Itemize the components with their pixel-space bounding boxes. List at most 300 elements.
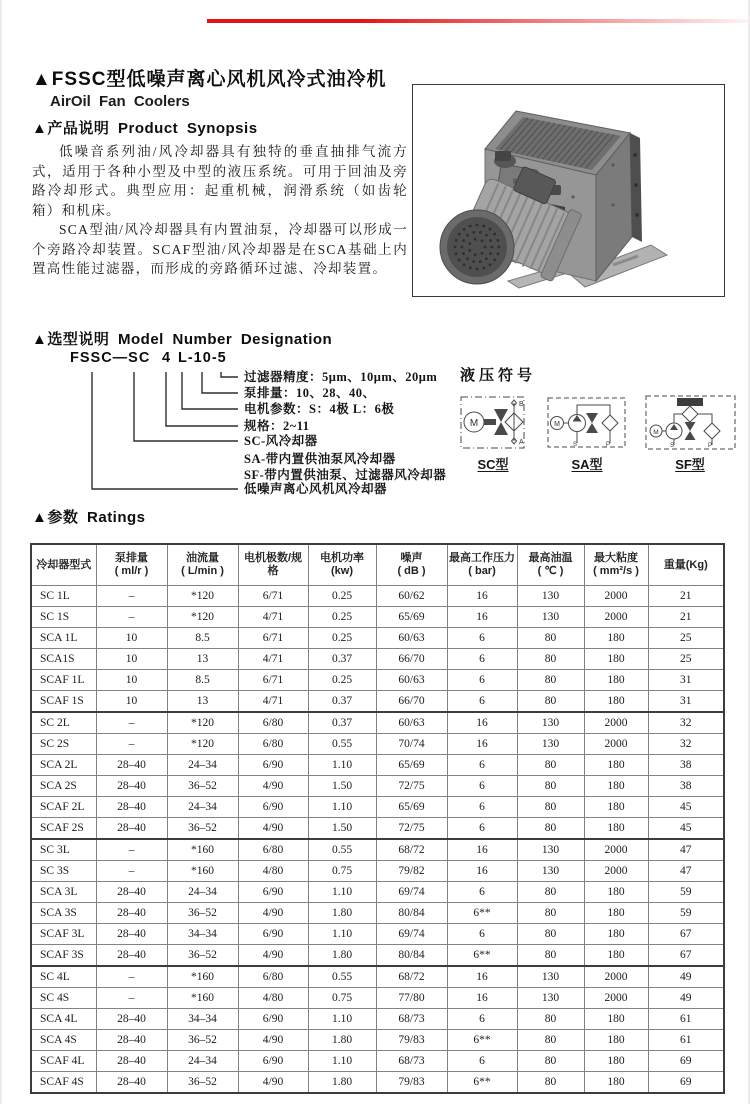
table-cell: 80 (517, 818, 584, 840)
table-cell: 1.10 (308, 924, 376, 945)
table-cell: 34–34 (167, 924, 238, 945)
table-cell: 6 (447, 1051, 517, 1072)
table-cell: 80 (517, 882, 584, 903)
table-cell: 66/70 (376, 691, 447, 713)
symbol-label-sf: SF型 (675, 457, 705, 472)
designation-label: 电机参数：S：4极 L：6极 (244, 402, 395, 416)
table-cell: 6** (447, 1030, 517, 1051)
model-cell: SC 1L (31, 586, 96, 607)
table-cell: 180 (584, 670, 648, 691)
table-cell: 28–40 (96, 1051, 167, 1072)
table-header-cell: 泵排量 ( ml/r ) (96, 544, 167, 586)
table-header-cell: 最大粘度 ( mm²/s ) (584, 544, 648, 586)
table-cell: 6/80 (238, 712, 308, 734)
table-cell: 25 (648, 649, 724, 670)
table-cell: 6** (447, 903, 517, 924)
product-photo (413, 85, 722, 294)
symbol-label-sa: SA型 (571, 457, 603, 472)
table-cell: 0.25 (308, 607, 376, 628)
table-cell: 6 (447, 818, 517, 840)
table-row (31, 1030, 724, 1051)
table-cell: 34–34 (167, 1009, 238, 1030)
table-cell: 6 (447, 1009, 517, 1030)
table-cell: 28–40 (96, 945, 167, 967)
table-cell: 16 (447, 988, 517, 1009)
table-cell: 79/82 (376, 861, 447, 882)
table-cell: 1.50 (308, 776, 376, 797)
hydraulic-symbols-heading: 液压符号 (460, 368, 537, 384)
table-row (31, 966, 724, 988)
table-cell: 10 (96, 691, 167, 713)
table-cell: 6** (447, 945, 517, 967)
table-cell: 6 (447, 797, 517, 818)
table-cell: 1.10 (308, 882, 376, 903)
table-cell: 80 (517, 1051, 584, 1072)
table-cell: – (96, 861, 167, 882)
table-cell: 49 (648, 988, 724, 1009)
model-cell: SC 3L (31, 839, 96, 861)
table-cell: 2000 (584, 607, 648, 628)
table-row (31, 945, 724, 967)
table-cell: 4/90 (238, 945, 308, 967)
table-cell: 60/63 (376, 712, 447, 734)
table-cell: 130 (517, 586, 584, 607)
table-cell: 16 (447, 712, 517, 734)
table-cell: 28–40 (96, 797, 167, 818)
table-cell: *160 (167, 839, 238, 861)
table-header-row (31, 544, 724, 586)
model-cell: SCA1S (31, 649, 96, 670)
table-cell: 6/71 (238, 586, 308, 607)
table-cell: 45 (648, 797, 724, 818)
table-cell: 80 (517, 776, 584, 797)
model-cell: SCA 1L (31, 628, 96, 649)
table-cell: 4/71 (238, 607, 308, 628)
table-cell: – (96, 712, 167, 734)
table-cell: 6/71 (238, 670, 308, 691)
table-cell: 79/83 (376, 1030, 447, 1051)
table-cell: 1.10 (308, 1051, 376, 1072)
table-cell: 65/69 (376, 607, 447, 628)
svg-text:S: S (573, 442, 578, 448)
table-cell: 16 (447, 839, 517, 861)
table-cell: – (96, 988, 167, 1009)
table-cell: 80/84 (376, 903, 447, 924)
table-cell: 6 (447, 670, 517, 691)
table-cell: 28–40 (96, 903, 167, 924)
model-cell: SCAF 3S (31, 945, 96, 967)
table-cell: 130 (517, 734, 584, 755)
table-cell: 13 (167, 691, 238, 713)
table-cell: 80 (517, 1030, 584, 1051)
table-cell: 59 (648, 882, 724, 903)
table-cell: 28–40 (96, 1009, 167, 1030)
table-cell: 68/73 (376, 1051, 447, 1072)
table-cell: 4/80 (238, 861, 308, 882)
table-cell: 47 (648, 861, 724, 882)
table-cell: 59 (648, 903, 724, 924)
table-cell: 130 (517, 966, 584, 988)
table-cell: 2000 (584, 988, 648, 1009)
table-row (31, 755, 724, 776)
table-header-cell: 冷却器型式 (31, 544, 96, 586)
table-cell: 61 (648, 1030, 724, 1051)
table-cell: 68/73 (376, 1009, 447, 1030)
table-cell: *120 (167, 607, 238, 628)
table-header-cell: 噪声 ( dB ) (376, 544, 447, 586)
model-cell: SC 2S (31, 734, 96, 755)
table-cell: 6 (447, 649, 517, 670)
synopsis-paragraph: 低噪音系列油/风冷却器具有独特的垂直抽排气流方式，适用于各种小型及中型的液压系统。可用于回油及旁路冷却形式。典型应用：起重机械，润滑系统（如齿轮箱）和机床。 (32, 144, 408, 218)
mounting-strip (630, 133, 642, 242)
table-cell: 0.25 (308, 628, 376, 649)
table-cell: 180 (584, 797, 648, 818)
table-header-cell: 油流量 ( L/min ) (167, 544, 238, 586)
table-cell: 69 (648, 1072, 724, 1094)
section-heading-designation: ▲选型说明 Model Number Designation (32, 331, 333, 348)
table-row (31, 712, 724, 734)
table-cell: 0.75 (308, 988, 376, 1009)
table-cell: 1.80 (308, 903, 376, 924)
table-cell: 6/80 (238, 966, 308, 988)
model-cell: SCA 4S (31, 1030, 96, 1051)
table-cell: 10 (96, 670, 167, 691)
table-cell: 1.10 (308, 755, 376, 776)
table-cell: 28–40 (96, 1030, 167, 1051)
table-cell: 6 (447, 691, 517, 713)
table-cell: 180 (584, 818, 648, 840)
table-header-cell: 电机极数/规格 (238, 544, 308, 586)
table-cell: 21 (648, 586, 724, 607)
table-cell: 28–40 (96, 776, 167, 797)
table-cell: 61 (648, 1009, 724, 1030)
section-heading-ratings: ▲参数 Ratings (32, 509, 146, 526)
model-cell: SCAF 4S (31, 1072, 96, 1094)
table-cell: 6/90 (238, 1051, 308, 1072)
table-cell: 24–34 (167, 882, 238, 903)
motor-fan-cap (440, 210, 514, 284)
table-cell: 6/90 (238, 1009, 308, 1030)
table-cell: *160 (167, 966, 238, 988)
table-cell: 45 (648, 818, 724, 840)
table-cell: 180 (584, 649, 648, 670)
model-code-prefix: FSSC—SC (70, 350, 151, 366)
table-cell: 79/83 (376, 1072, 447, 1094)
table-cell: 13 (167, 649, 238, 670)
table-row (31, 797, 724, 818)
table-cell: 36–52 (167, 776, 238, 797)
table-cell: 60/62 (376, 586, 447, 607)
table-cell: 16 (447, 734, 517, 755)
table-cell: 180 (584, 1051, 648, 1072)
table-row (31, 586, 724, 607)
table-cell: 4/90 (238, 776, 308, 797)
model-cell: SCA 2L (31, 755, 96, 776)
table-cell: 36–52 (167, 945, 238, 967)
table-header-cell: 电机功率 (kw) (308, 544, 376, 586)
model-cell: SCA 4L (31, 1009, 96, 1030)
table-header-cell: 最高工作压力 ( bar) (447, 544, 517, 586)
table-row (31, 670, 724, 691)
svg-text:P: P (606, 442, 611, 448)
table-cell: 24–34 (167, 797, 238, 818)
table-cell: 6/80 (238, 839, 308, 861)
table-cell: 1.50 (308, 818, 376, 840)
table-row (31, 607, 724, 628)
symbol-label-sc: SC型 (477, 457, 509, 472)
table-cell: 6 (447, 882, 517, 903)
table-cell: 68/72 (376, 839, 447, 861)
model-cell: SC 2L (31, 712, 96, 734)
table-cell: 1.10 (308, 1009, 376, 1030)
table-cell: *160 (167, 861, 238, 882)
designation-label: 过滤器精度：5μm、10μm、20μm (244, 370, 438, 384)
table-cell: 36–52 (167, 818, 238, 840)
table-cell: 130 (517, 712, 584, 734)
table-cell: 28–40 (96, 924, 167, 945)
table-cell: 36–52 (167, 1030, 238, 1051)
table-cell: – (96, 839, 167, 861)
table-cell: 24–34 (167, 755, 238, 776)
table-cell: 4/71 (238, 649, 308, 670)
model-cell: SCAF 1S (31, 691, 96, 713)
table-cell: 0.55 (308, 966, 376, 988)
table-cell: 8.5 (167, 670, 238, 691)
table-cell: 16 (447, 861, 517, 882)
table-cell: 4/71 (238, 691, 308, 713)
model-cell: SC 1S (31, 607, 96, 628)
table-cell: 6 (447, 628, 517, 649)
table-cell: *120 (167, 712, 238, 734)
table-row (31, 861, 724, 882)
table-cell: 28–40 (96, 818, 167, 840)
table-row (31, 628, 724, 649)
table-cell: 80 (517, 903, 584, 924)
table-cell: 0.37 (308, 712, 376, 734)
table-cell: 80 (517, 1072, 584, 1094)
table-cell: 36–52 (167, 903, 238, 924)
accent-rule (207, 19, 750, 23)
table-cell: 2000 (584, 839, 648, 861)
svg-text:B: B (519, 401, 524, 408)
table-row (31, 839, 724, 861)
table-cell: 16 (447, 586, 517, 607)
table-cell: 28–40 (96, 1072, 167, 1094)
table-cell: 2000 (584, 966, 648, 988)
table-cell: 130 (517, 839, 584, 861)
table-header-cell: 重量(Kg) (648, 544, 724, 586)
model-cell: SCAF 1L (31, 670, 96, 691)
table-cell: 180 (584, 924, 648, 945)
table-cell: 47 (648, 839, 724, 861)
model-cell: SCAF 2S (31, 818, 96, 840)
model-code-suffix: L-10-5 (178, 350, 227, 366)
hydraulic-symbol-sc-icon (457, 394, 529, 452)
designation-label: 规格：2~11 (244, 419, 310, 433)
model-cell: SCA 3L (31, 882, 96, 903)
table-cell: 31 (648, 670, 724, 691)
table-cell: 4/90 (238, 818, 308, 840)
table-cell: 130 (517, 861, 584, 882)
table-cell: 6 (447, 755, 517, 776)
table-cell: 80 (517, 797, 584, 818)
table-cell: 36–52 (167, 1072, 238, 1094)
model-cell: SC 4S (31, 988, 96, 1009)
designation-label: 低噪声离心风机风冷却器 (244, 482, 388, 496)
table-cell: 6/90 (238, 924, 308, 945)
svg-text:S: S (670, 443, 675, 449)
table-cell: *120 (167, 734, 238, 755)
table-cell: 69 (648, 1051, 724, 1072)
table-cell: – (96, 586, 167, 607)
table-row (31, 882, 724, 903)
table-cell: 0.37 (308, 649, 376, 670)
table-row (31, 734, 724, 755)
table-cell: 180 (584, 1030, 648, 1051)
table-row (31, 903, 724, 924)
table-cell: 80 (517, 755, 584, 776)
table-cell: 67 (648, 924, 724, 945)
table-cell: 70/74 (376, 734, 447, 755)
table-cell: 0.25 (308, 586, 376, 607)
table-cell: 4/90 (238, 1072, 308, 1094)
table-cell: 180 (584, 882, 648, 903)
table-cell: 21 (648, 607, 724, 628)
table-cell: 2000 (584, 861, 648, 882)
table-cell: 0.55 (308, 839, 376, 861)
table-cell: 65/69 (376, 797, 447, 818)
table-cell: 80 (517, 945, 584, 967)
table-cell: 180 (584, 755, 648, 776)
svg-text:M: M (653, 429, 659, 436)
table-cell: 24–34 (167, 1051, 238, 1072)
table-cell: 180 (584, 1072, 648, 1094)
table-cell: – (96, 966, 167, 988)
table-cell: 180 (584, 1009, 648, 1030)
model-cell: SCAF 2L (31, 797, 96, 818)
svg-text:P: P (708, 443, 713, 449)
table-cell: 0.75 (308, 861, 376, 882)
table-cell: *120 (167, 586, 238, 607)
table-cell: 4/90 (238, 903, 308, 924)
table-row (31, 691, 724, 713)
table-cell: 1.80 (308, 945, 376, 967)
table-cell: 16 (447, 607, 517, 628)
table-cell: *160 (167, 988, 238, 1009)
table-cell: 77/80 (376, 988, 447, 1009)
table-cell: 38 (648, 755, 724, 776)
designation-label: SA-带内置供油泵风冷却器 (244, 452, 396, 466)
table-cell: 180 (584, 776, 648, 797)
table-cell: 32 (648, 734, 724, 755)
synopsis-paragraph: SCA型油/风冷却器具有内置油泵，冷却器可以形成一个旁路冷却装置。SCAF型油/风冷却器是在SCA基础上内置高性能过滤器，而形成的旁路循环过滤、冷却装置。 (32, 222, 408, 276)
ratings-table (30, 543, 725, 1094)
hydraulic-symbol-sa-icon (546, 396, 628, 452)
table-cell: 6/80 (238, 734, 308, 755)
table-cell: 6/90 (238, 882, 308, 903)
table-cell: 67 (648, 945, 724, 967)
table-cell: 130 (517, 988, 584, 1009)
model-cell: SCAF 4L (31, 1051, 96, 1072)
table-cell: 38 (648, 776, 724, 797)
table-cell: 1.80 (308, 1030, 376, 1051)
table-cell: 6/71 (238, 628, 308, 649)
table-cell: 4/80 (238, 988, 308, 1009)
table-cell: 6** (447, 1072, 517, 1094)
table-cell: 28–40 (96, 882, 167, 903)
page-subtitle: AirOil Fan Coolers (50, 93, 190, 110)
table-cell: 10 (96, 649, 167, 670)
table-cell: 80 (517, 1009, 584, 1030)
table-cell: 32 (648, 712, 724, 734)
table-cell: 2000 (584, 734, 648, 755)
table-row (31, 924, 724, 945)
svg-text:M: M (469, 418, 479, 429)
table-cell: 69/74 (376, 924, 447, 945)
table-cell: 4/90 (238, 1030, 308, 1051)
table-header-cell: 最高油温 ( ℃ ) (517, 544, 584, 586)
table-cell: 180 (584, 945, 648, 967)
table-row (31, 1072, 724, 1094)
table-cell: 8.5 (167, 628, 238, 649)
model-cell: SC 3S (31, 861, 96, 882)
model-cell: SCAF 3L (31, 924, 96, 945)
table-cell: 180 (584, 691, 648, 713)
table-cell: 80 (517, 649, 584, 670)
table-cell: 80 (517, 628, 584, 649)
table-cell: 72/75 (376, 776, 447, 797)
table-row (31, 649, 724, 670)
table-cell: 1.10 (308, 797, 376, 818)
model-cell: SC 4L (31, 966, 96, 988)
synopsis-body (32, 142, 408, 279)
table-row (31, 776, 724, 797)
table-cell: 72/75 (376, 818, 447, 840)
model-designation-diagram (62, 350, 482, 502)
table-cell: 0.37 (308, 691, 376, 713)
table-cell: 2000 (584, 586, 648, 607)
model-cell: SCA 2S (31, 776, 96, 797)
svg-text:M: M (554, 421, 560, 428)
table-cell: 2000 (584, 712, 648, 734)
table-cell: 49 (648, 966, 724, 988)
table-cell: 180 (584, 903, 648, 924)
table-cell: 25 (648, 628, 724, 649)
table-cell: 130 (517, 607, 584, 628)
table-cell: 80 (517, 691, 584, 713)
designation-label: 泵排量：10、28、40、 (244, 386, 376, 400)
table-row (31, 818, 724, 840)
table-cell: 16 (447, 966, 517, 988)
table-cell: 80/84 (376, 945, 447, 967)
table-row (31, 988, 724, 1009)
svg-text:A: A (519, 439, 524, 446)
table-cell: 60/63 (376, 670, 447, 691)
table-cell: 80 (517, 924, 584, 945)
table-cell: 0.25 (308, 670, 376, 691)
page-title: ▲FSSC型低噪声离心风机风冷式油冷机 (32, 69, 387, 90)
section-heading-synopsis: ▲产品说明 Product Synopsis (32, 120, 258, 137)
table-cell: 6 (447, 924, 517, 945)
table-cell: 66/70 (376, 649, 447, 670)
model-code-size: 4 (162, 350, 172, 366)
table-cell: 65/69 (376, 755, 447, 776)
product-photo-frame (412, 84, 725, 297)
table-cell: 180 (584, 628, 648, 649)
table-cell: 6 (447, 776, 517, 797)
table-cell: 10 (96, 628, 167, 649)
table-cell: 6/90 (238, 797, 308, 818)
